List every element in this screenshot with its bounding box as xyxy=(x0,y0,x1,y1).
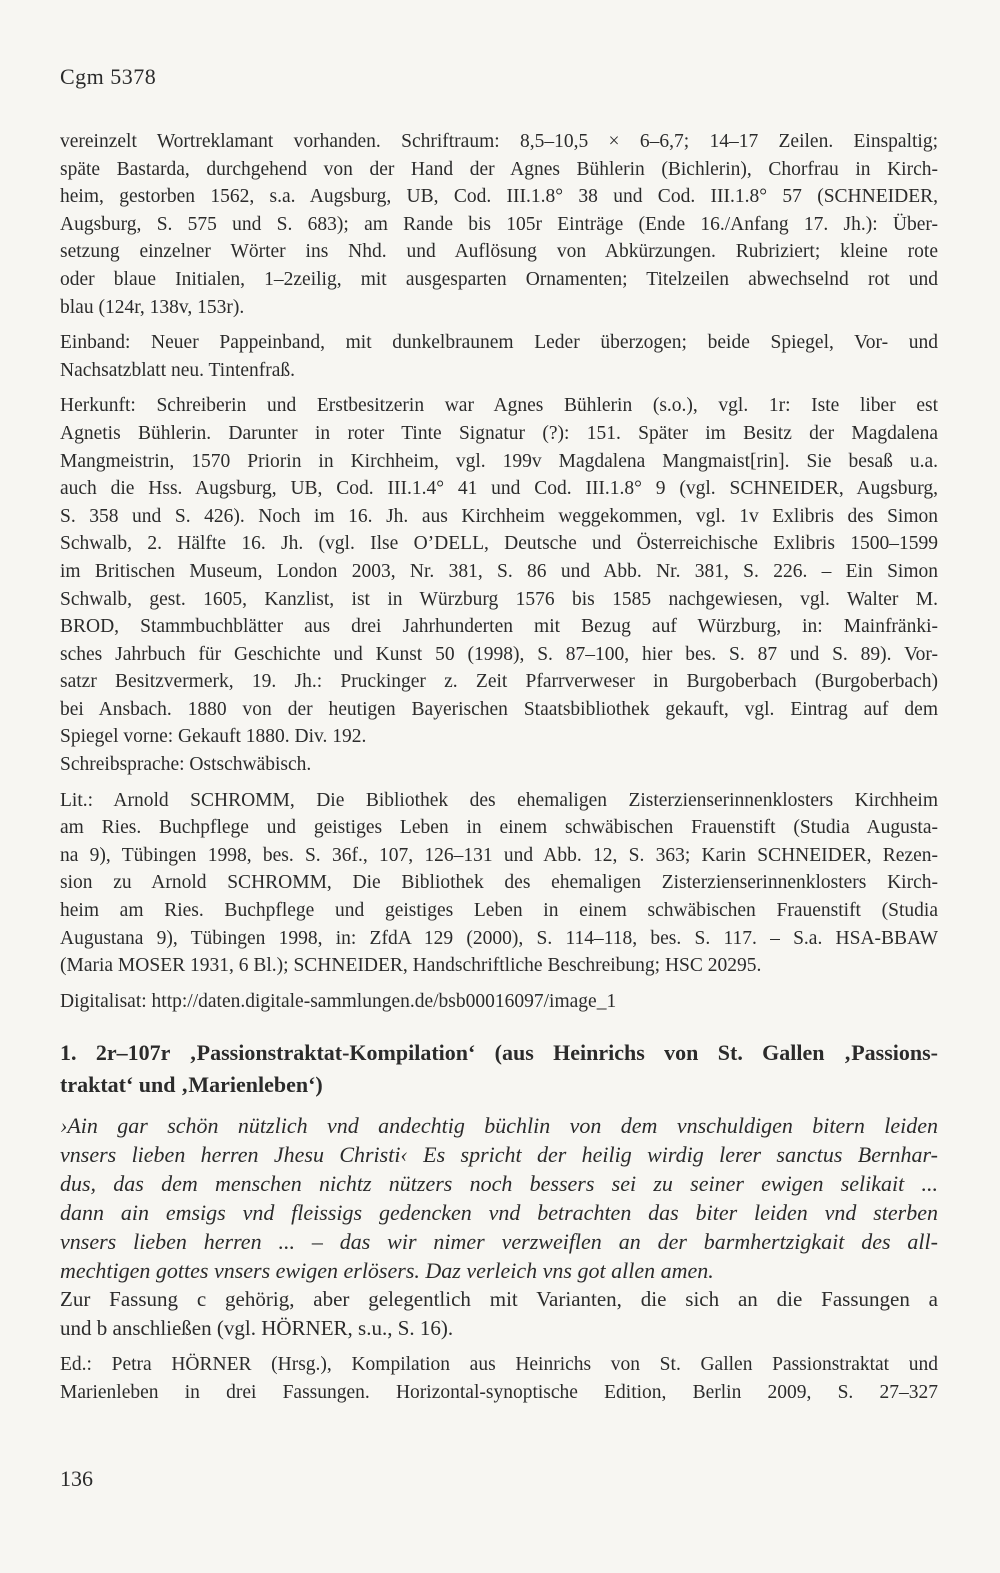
text-line: (Maria MOSER 1931, 6 Bl.); SCHNEIDER, Handschriftliche Beschreibung; HSC 20295. xyxy=(60,955,762,977)
text-line: S. 358 und S. 426). Noch im 16. Jh. aus Kirchheim weggekommen, vgl. 1v Exlibris des Simon xyxy=(60,505,938,527)
running-head: Cgm 5378 xyxy=(60,64,157,89)
text-line: heim am Ries. Buchpflege und geistiges Leben in einem schwäbischen Frauenstift (Studia xyxy=(60,900,938,922)
text-line: Lit.: Arnold SCHROMM, Die Bibliothek des ehemaligen Zisterzienserinnenklosters Kirchheim xyxy=(60,789,938,811)
digitalisat-paragraph xyxy=(60,988,938,1016)
text-line: am Ries. Buchpflege und geistiges Leben in einem schwäbischen Frauenstift (Studia Augusta- xyxy=(60,817,938,839)
heading-line: traktat‘ und ‚Marienleben‘) xyxy=(60,1072,323,1098)
literature-paragraph xyxy=(60,787,938,980)
fassung-paragraph xyxy=(60,1285,938,1343)
text-line: sion zu Arnold SCHROMM, Die Bibliothek des ehemaligen Zisterzienserinnenklosters Kirch- xyxy=(60,872,938,894)
description-paragraph xyxy=(60,128,938,321)
text-line: Augsburg, S. 575 und S. 683); am Rande bis 105r Einträge (Ende 16./Anfang 17. Jh.): Über- xyxy=(60,213,938,235)
text-line: Mangmeistrin, 1570 Priorin in Kirchheim, vgl. 199v Magdalena Mangmaist[rin]. Sie besaß u.a. xyxy=(60,450,938,472)
text-line: dus, das dem menschen nichtz nützers noch bessers sei zu seiner ewigen selikait ... xyxy=(60,1171,938,1197)
text-line: Schwalb, 2. Hälfte 16. Jh. (vgl. Ilse O’DELL, Deutsche und Österreichische Exlibris 1500–1599 xyxy=(60,533,938,555)
text-line: na 9), Tübingen 1998, bes. S. 36f., 107, 126–131 und Abb. 12, S. 363; Karin SCHNEIDER, Rezen- xyxy=(60,844,938,866)
incipit-text xyxy=(60,1111,938,1285)
text-line: bei Ansbach. 1880 von der heutigen Bayerischen Staatsbibliothek gekauft, vgl. Eintrag auf dem xyxy=(60,698,938,720)
text-line: Spiegel vorne: Gekauft 1880. Div. 192. xyxy=(60,726,367,748)
text-line: späte Bastarda, durchgehend von der Hand der Agnes Bühlerin (Bichlerin), Chorfrau in Kirch- xyxy=(60,158,938,180)
text-line: setzung einzelner Wörter ins Nhd. und Auflösung von Abkürzungen. Rubriziert; kleine rote xyxy=(60,241,938,263)
page-body xyxy=(60,128,938,1407)
text-line: Zur Fassung c gehörig, aber gelegentlich mit Varianten, die sich an die Fassungen a xyxy=(60,1287,938,1312)
text-line: heim, gestorben 1562, s.a. Augsburg, UB, Cod. III.1.8° 38 und Cod. III.1.8° 57 (SCHNEIDER, xyxy=(60,186,938,208)
text-line: Ed.: Petra HÖRNER (Hrsg.), Kompilation aus Heinrichs von St. Gallen Passionstraktat und xyxy=(60,1354,938,1376)
text-line: satzr Besitzvermerk, 19. Jh.: Pruckinger z. Zeit Pfarrverweser in Burgoberbach (Burgoberbach) xyxy=(60,671,938,693)
text-line: mechtigen gottes vnsers ewigen erlösers. Daz verleich vns got allen amen. xyxy=(60,1258,714,1284)
text-line: vnsers lieben herren Jhesu Christi‹ Es spricht der heilig wirdig lerer sanctus Bernhar- xyxy=(60,1142,938,1168)
text-line: Nachsatzblatt neu. Tintenfraß. xyxy=(60,359,296,381)
text-line: blau (124r, 138v, 153r). xyxy=(60,296,245,318)
text-line: vereinzelt Wortreklamant vorhanden. Schriftraum: 8,5–10,5 × 6–6,7; 14–17 Zeilen. Einspaltig; xyxy=(60,131,938,152)
text-line: Einband: Neuer Pappeinband, mit dunkelbraunem Leder überzogen; beide Spiegel, Vor- und xyxy=(60,332,938,354)
einband-paragraph xyxy=(60,329,938,384)
text-line: sches Jahrbuch für Geschichte und Kunst 50 (1998), S. 87–100, hier bes. S. 87 und S. 89). Vor- xyxy=(60,643,938,665)
text-line: Augustana 9), Tübingen 1998, in: ZfdA 129 (2000), S. 114–118, bes. S. 117. – S.a. HSA-BBAW xyxy=(60,927,938,949)
digitalisat-link[interactable]: Digitalisat: http://daten.digitale-sammlungen.de/bsb00016097/image_1 xyxy=(60,990,617,1012)
text-line: Marienleben in drei Fassungen. Horizontal-synoptische Edition, Berlin 2009, S. 27–327 xyxy=(60,1382,938,1403)
text-line: und b anschließen (vgl. HÖRNER, s.u., S. 16). xyxy=(60,1316,454,1341)
text-line: Schwalb, gest. 1605, Kanzlist, ist in Würzburg 1576 bis 1585 nachgewiesen, vgl. Walter M. xyxy=(60,588,938,610)
herkunft-paragraph xyxy=(60,392,938,751)
schreibsprache-paragraph xyxy=(60,751,938,779)
text-line: Herkunft: Schreiberin und Erstbesitzerin war Agnes Bühlerin (s.o.), vgl. 1r: Iste liber est xyxy=(60,395,938,417)
text-line: BROD, Stammbuchblätter aus drei Jahrhunderten mit Bezug auf Würzburg, in: Mainfränki- xyxy=(60,616,938,638)
text-line: auch die Hss. Augsburg, UB, Cod. III.1.4° 41 und Cod. III.1.8° 9 (vgl. SCHNEIDER, Augsburg, xyxy=(60,478,938,500)
text-line: dann ain emsigs vnd fleissigs gedencken vnd betrachten das biter leiden vnd sterben xyxy=(60,1200,938,1226)
page-number: 136 xyxy=(60,1466,93,1491)
heading-line: 1. 2r–107r ‚Passionstraktat-Kompilation‘ (aus Heinrichs von St. Gallen ‚Passions- xyxy=(60,1040,938,1066)
edition-paragraph xyxy=(60,1351,938,1406)
section-heading xyxy=(60,1037,938,1101)
text-line: Schreibsprache: Ostschwäbisch. xyxy=(60,754,312,776)
text-line: im Britischen Museum, London 2003, Nr. 381, S. 86 und Abb. Nr. 381, S. 226. – Ein Simon xyxy=(60,560,938,582)
text-line: ›Ain gar schön nützlich vnd andechtig büchlin von dem vnschuldigen bitern leiden xyxy=(60,1113,938,1139)
text-line: vnsers lieben herren ... – das wir nimer verzweiflen an der barmhertzigkait des all- xyxy=(60,1229,938,1255)
text-line: oder blaue Initialen, 1–2zeilig, mit ausgesparten Ornamenten; Titelzeilen abwechselnd rot und xyxy=(60,268,938,290)
text-line: Agnetis Bühlerin. Darunter in roter Tinte Signatur (?): 151. Später im Besitz der Magdalena xyxy=(60,422,938,444)
